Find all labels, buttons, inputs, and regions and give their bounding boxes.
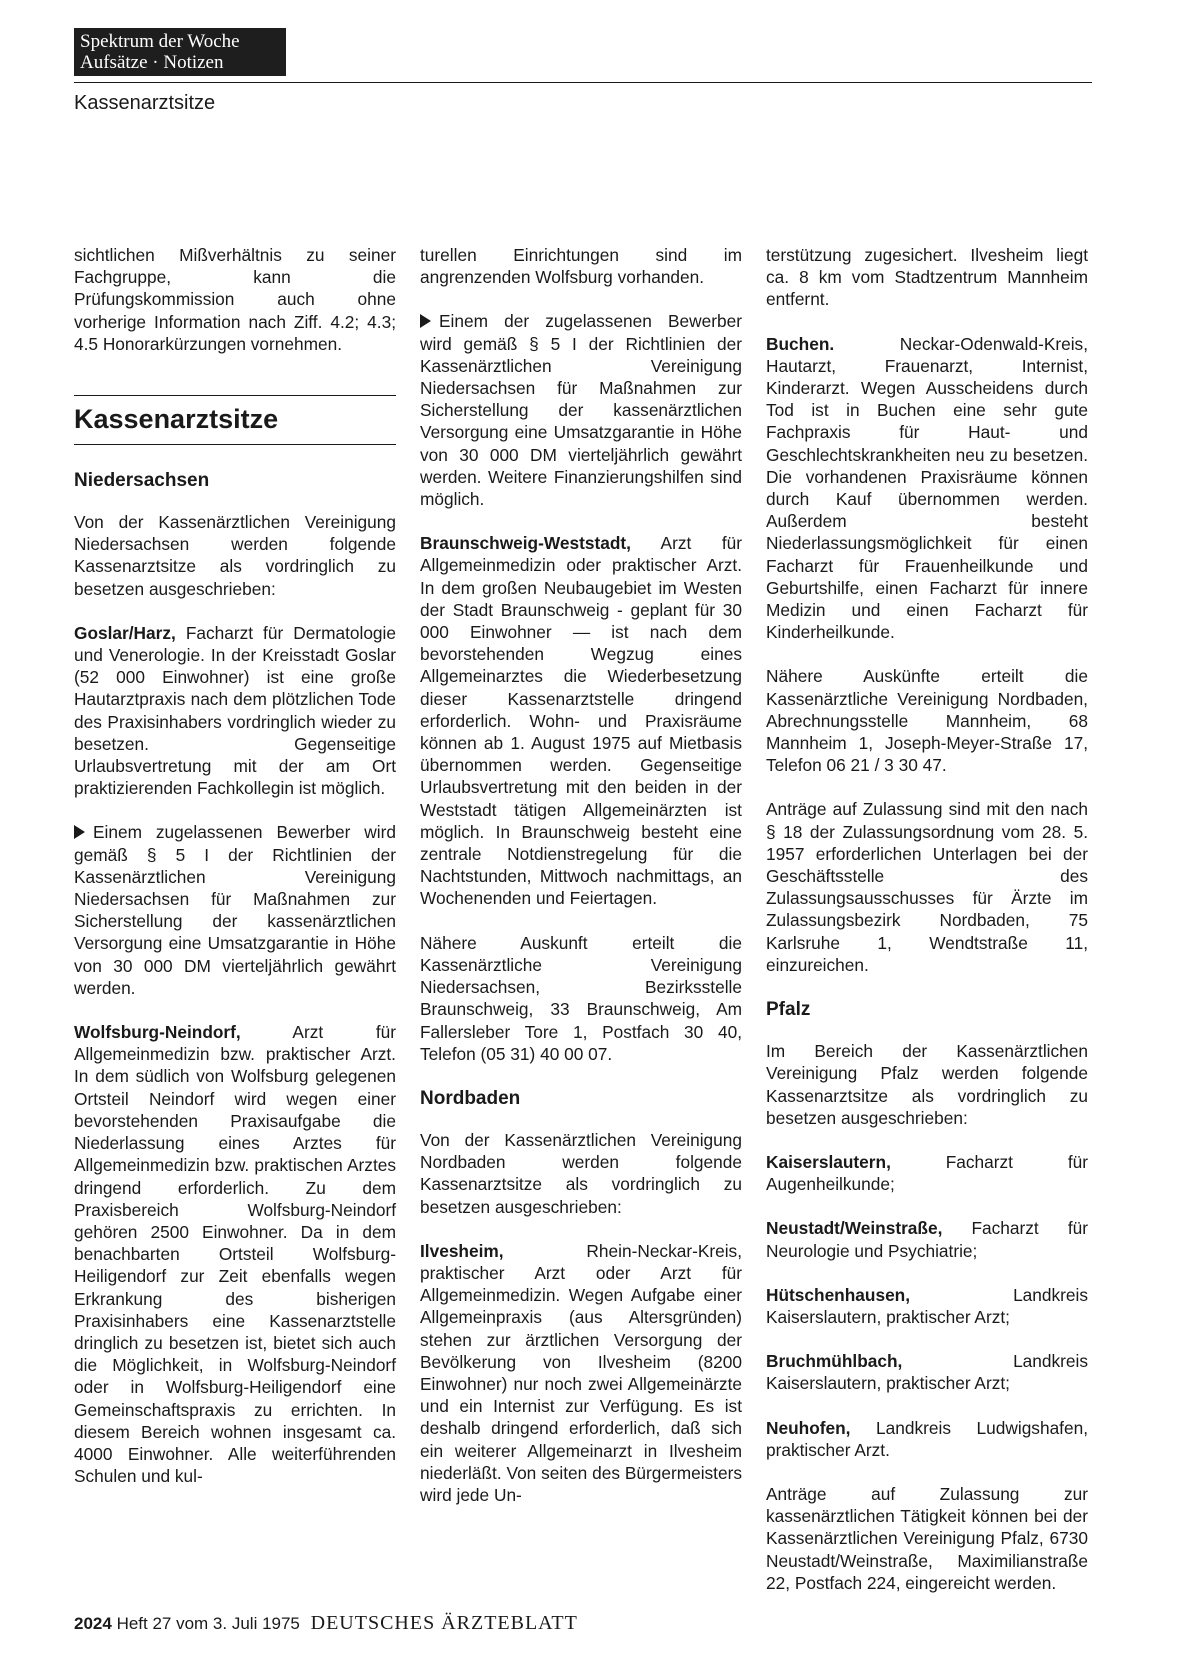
listing-buchen	[766, 333, 1088, 644]
listing-place: Neustadt/Weinstraße,	[766, 1218, 943, 1239]
listing-text: Facharzt für Neurologie und Psychiatrie;	[766, 1218, 1088, 1261]
paragraph: Anträge auf Zulassung zur kassenärztlichen Tätigkeit können bei der Kassenärztlichen Vereinigung Pfalz, 6730 Neustadt/Weinstraße, Maximilianstraße 22, Postfach 224, eingereicht werden.	[766, 1483, 1088, 1593]
listing-wolfsburg	[74, 1021, 396, 1487]
listing-place: Wolfsburg-Neindorf,	[74, 1022, 241, 1043]
page-number: 2024	[74, 1614, 112, 1633]
heading-pfalz: Pfalz	[766, 999, 811, 1021]
listing-text: Landkreis Ludwigshafen, praktischer Arzt.	[766, 1417, 1088, 1460]
column-1	[74, 244, 396, 1487]
badge-line-1: Spektrum der Woche	[80, 31, 240, 52]
paragraph-bewerber	[74, 821, 396, 999]
paragraph: terstützung zugesichert. Ilvesheim liegt ca. 8 km vom Stadtzentrum Mannheim entfernt.	[766, 245, 1088, 310]
triangle-bullet-icon	[420, 314, 431, 328]
listing-text: Arzt für Allgemeinmedizin bzw. praktischer Arzt. In dem südlich von Wolfsburg gelegenen Ortsteil Neindorf wird wegen einer bevorstehenden Praxisaufgabe die Niederlassung eines Arztes für Allgemeinmedizin bzw. praktischen Arztes dringend erforderlich. Zu dem Praxisbereich Wolfsburg-Neindorf gehören 2500 Einwohner. Da in dem benachbarten Ortsteil Wolfsburg-Heiligendorf zur Zeit ebenfalls wegen Erkrankung des bisherigen Praxisinhabers eine Kassenarztstelle dringlich zu besetzen ist, bietet sich auch die Möglichkeit, in Wolfsburg-Neindorf oder in Wolfsburg-Heiligendorf eine Gemeinschaftspraxis zu errichten. In diesem Bereich wohnen insgesamt ca. 4000 Einwohner. Alle weiterführenden Schulen und kul-	[74, 1022, 396, 1487]
listing-text: Neckar-Odenwald-Kreis, Hautarzt, Frauenarzt, Internist, Kinderarzt. Wegen Ausscheidens durch Tod ist in Buchen eine sehr gute Fachpraxis für Haut- und Geschlechtskrankheiten neu zu besetzen. Die vorhandenen Praxisräume können durch Kauf übernommen werden. Außerdem besteht Niederlassungsmöglichkeit für einen Facharzt für Frauenheilkunde und Geburtshilfe, einen Facharzt für innere Medizin und einen Facharzt für Kinderheilkunde.	[766, 333, 1088, 643]
listing-place: Goslar/Harz,	[74, 622, 176, 643]
section-rule-top	[74, 395, 396, 396]
listing-bruchmuehlbach	[766, 1350, 1088, 1394]
listing-goslar	[74, 622, 396, 800]
issue-info: Heft 27 vom 3. Juli 1975	[116, 1614, 300, 1633]
column-2	[420, 244, 742, 1506]
listing-place: Ilvesheim,	[420, 1240, 504, 1261]
heading-nordbaden: Nordbaden	[420, 1087, 521, 1109]
listing-place: Bruchmühlbach,	[766, 1351, 903, 1372]
section-badge	[74, 28, 286, 76]
paragraph: Im Bereich der Kassenärztlichen Vereinigung Pfalz werden folgende Kassenarztsitze als vordringlich zu besetzen ausgeschrieben:	[766, 1041, 1088, 1128]
header-rule	[74, 82, 1092, 83]
paragraph: Nähere Auskunft erteilt die Kassenärztliche Vereinigung Niedersachsen, Bezirksstelle Braunschweig, 33 Braunschweig, Am Fallersleber Tore 1, Postfach 30 40, Telefon (05 31) 40 00 07.	[420, 932, 742, 1064]
paragraph-text: Einem zugelassenen Bewerber wird gemäß § 5 I der Richtlinien der Kassenärztlichen Vereinigung Niedersachsen für Maßnahmen zur Sicherstellung der kassenärztlichen Versorgung eine Umsatzgarantie in Höhe von 30 000 DM vierteljährlich gewährt werden.	[74, 822, 396, 998]
page-footer	[74, 1612, 578, 1635]
paragraph-text: Einem der zugelassenen Bewerber wird gemäß § 5 I der Richtlinien der Kassenärztlichen Vereinigung Niedersachsen für Maßnahmen zur Sicherstellung der kassenärztlichen Versorgung eine Umsatzgarantie in Höhe von 30 000 DM vierteljährlich gewährt werden. Weitere Finanzierungshilfen sind möglich.	[420, 311, 742, 510]
listing-text: Facharzt für Dermatologie und Venerologie. In der Kreisstadt Goslar (52 000 Einwohner) ist eine große Hautarztpraxis nach dem plötzlichen Tode des Praxisinhabers vordringlich wieder zu besetzen. Gegenseitige Urlaubsvertretung mit der am Ort praktizierenden Fachkollegin ist möglich.	[74, 622, 396, 799]
paragraph: turellen Einrichtungen sind im angrenzenden Wolfsburg vorhanden.	[420, 245, 742, 288]
paragraph: Von der Kassenärztlichen Vereinigung Nordbaden werden folgende Kassenarztsitze als vordringlich zu besetzen ausgeschrieben:	[420, 1129, 742, 1217]
listing-place: Buchen.	[766, 333, 835, 354]
listing-kaiserslautern	[766, 1151, 1088, 1195]
column-3	[766, 244, 1088, 1594]
listing-huetschenhausen	[766, 1284, 1088, 1328]
listing-place: Kaiserslautern,	[766, 1151, 891, 1172]
listing-text: Rhein-Neckar-Kreis, praktischer Arzt oder Arzt für Allgemeinmedizin. Wegen Aufgabe einer Allgemeinpraxis (aus Altersgründen) stehen zur ärztlichen Versorgung der Bevölkerung von Ilvesheim (8200 Einwohner) nur noch zwei Allgemeinärzte und ein Internist zur Verfügung. Es ist deshalb dringend erforderlich, daß sich ein weiterer Allgemeinarzt in Ilvesheim niederläßt. Von seiten des Bürgermeisters wird jede Un-	[420, 1240, 742, 1505]
paragraph: Nähere Auskünfte erteilt die Kassenärztliche Vereinigung Nordbaden, Abrechnungsstelle Mannheim, 68 Mannheim 1, Joseph-Meyer-Straße 17, Telefon 06 21 / 3 30 47.	[766, 666, 1088, 776]
section-title: Kassenarztsitze	[74, 404, 279, 435]
listing-neuhofen	[766, 1417, 1088, 1461]
listing-text: Facharzt für Augenheilkunde;	[766, 1151, 1088, 1195]
listing-place: Hütschenhausen,	[766, 1284, 911, 1305]
running-title: Kassenarztsitze	[74, 92, 216, 114]
badge-line-2: Aufsätze · Notizen	[80, 52, 224, 73]
listing-text: Arzt für Allgemeinmedizin oder praktischer Arzt. In dem großen Neubaugebiet im Westen der Stadt Braunschweig - geplant für 30 000 Einwohner — ist nach dem bevorstehenden Wegzug eines Allgemeinarztes die Wiederbesetzung dieser Kassenarztstelle dringend erforderlich. Wohn- und Praxisräume können ab 1. August 1975 auf Mietbasis übernommen werden. Gegenseitige Urlaubsvertretung mit den beiden in der Weststadt tätigen Allgemeinärzten ist möglich. In Braunschweig besteht eine zentrale Notdienstregelung für die Nachtstunden, Mittwoch nachmittags, an Wochenenden und Feiertagen.	[420, 533, 742, 909]
listing-place: Braunschweig-Weststadt,	[420, 533, 631, 554]
section-rule-bottom	[74, 444, 396, 445]
heading-niedersachsen: Niedersachsen	[74, 470, 210, 492]
triangle-bullet-icon	[74, 825, 85, 839]
listing-text: Landkreis Kaiserslautern, praktischer Arzt;	[766, 1284, 1088, 1327]
paragraph: sichtlichen Mißverhältnis zu seiner Fachgruppe, kann die Prüfungskommission auch ohne vorherige Information nach Ziff. 4.2; 4.3; 4.5 Honorarkürzungen vornehmen.	[74, 245, 396, 354]
paragraph: Von der Kassenärztlichen Vereinigung Niedersachsen werden folgende Kassenarztsitze als vordringlich zu besetzen ausgeschrieben:	[74, 512, 396, 599]
listing-text: Landkreis Kaiserslautern, praktischer Arzt;	[766, 1351, 1088, 1394]
paragraph: Anträge auf Zulassung sind mit den nach § 18 der Zulassungsordnung vom 28. 5. 1957 erforderlichen Unterlagen bei der Geschäftsstelle des Zulassungsausschusses für Ärzte im Zulassungsbezirk Nordbaden, 75 Karlsruhe 1, Wendtstraße 11, einzureichen.	[766, 799, 1088, 975]
journal-name: DEUTSCHES ÄRZTEBLATT	[310, 1612, 578, 1634]
listing-ilvesheim	[420, 1240, 742, 1506]
listing-neustadt	[766, 1217, 1088, 1261]
listing-braunschweig	[420, 532, 742, 909]
paragraph-bewerber	[420, 310, 742, 510]
listing-place: Neuhofen,	[766, 1417, 851, 1438]
